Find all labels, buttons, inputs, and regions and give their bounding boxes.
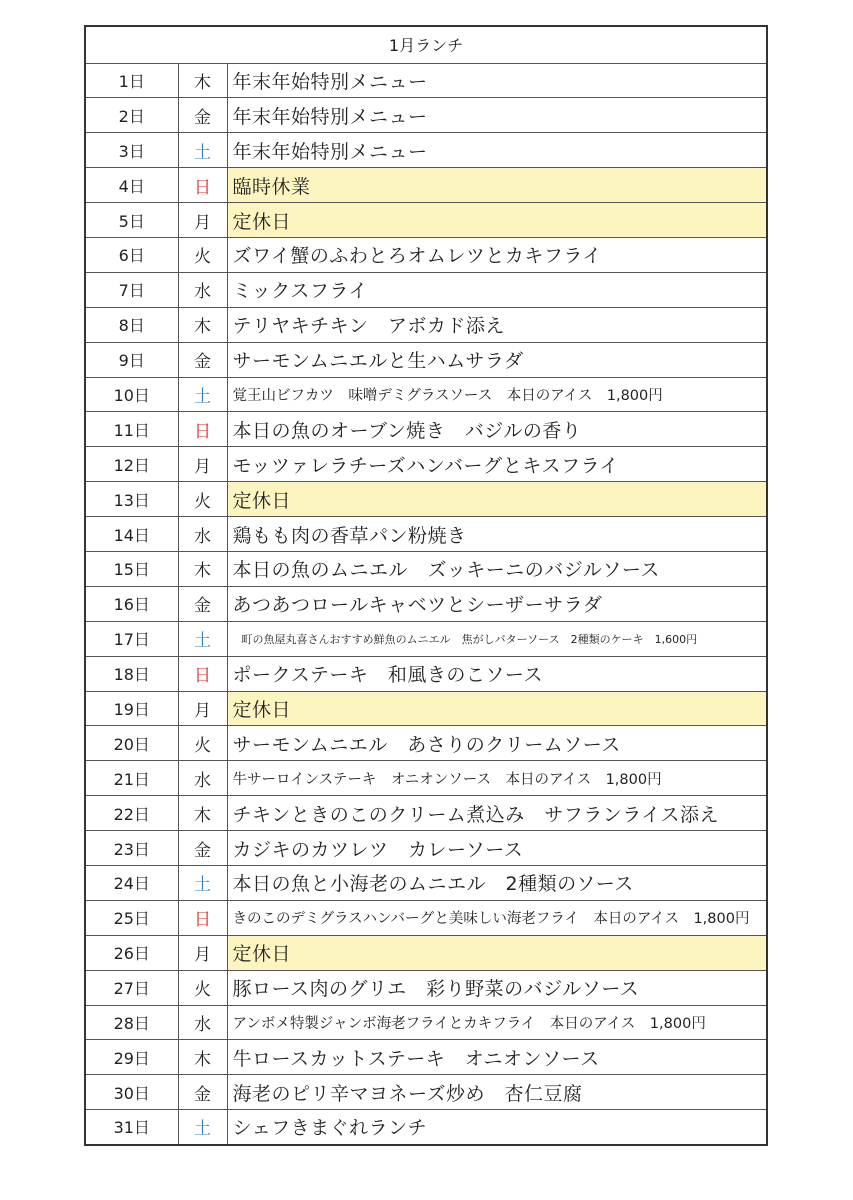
menu-row — [85, 1075, 767, 1110]
weekday-cell: 水 — [178, 272, 227, 307]
dish-cell: チキンときのこのクリーム煮込み サフランライス添え — [227, 796, 767, 831]
dish-cell: 定休日 — [227, 691, 767, 726]
menu-row — [85, 1040, 767, 1075]
day-cell: 7日 — [85, 272, 178, 307]
menu-row — [85, 307, 767, 342]
dish-cell: 鶏もも肉の香草パン粉焼き — [227, 517, 767, 552]
day-cell: 28日 — [85, 1005, 178, 1040]
weekday-cell: 土 — [178, 1110, 227, 1145]
dish-cell: 牛ロースカットステーキ オニオンソース — [227, 1040, 767, 1075]
day-cell: 18日 — [85, 656, 178, 691]
day-cell: 10日 — [85, 377, 178, 412]
weekday-cell: 土 — [178, 621, 227, 656]
dish-cell: あつあつロールキャベツとシーザーサラダ — [227, 586, 767, 621]
weekday-cell: 木 — [178, 307, 227, 342]
weekday-cell: 土 — [178, 377, 227, 412]
weekday-cell: 木 — [178, 551, 227, 586]
weekday-cell: 日 — [178, 900, 227, 935]
dish-cell: 牛サーロインステーキ オニオンソース 本日のアイス 1,800円 — [227, 761, 767, 796]
day-cell: 27日 — [85, 970, 178, 1005]
menu-row — [85, 691, 767, 726]
dish-cell: 本日の魚と小海老のムニエル 2種類のソース — [227, 865, 767, 900]
menu-row — [85, 133, 767, 168]
weekday-cell: 土 — [178, 133, 227, 168]
weekday-cell: 月 — [178, 203, 227, 238]
day-cell: 15日 — [85, 551, 178, 586]
day-cell: 5日 — [85, 203, 178, 238]
day-cell: 31日 — [85, 1110, 178, 1145]
menu-row — [85, 342, 767, 377]
dish-cell: 定休日 — [227, 482, 767, 517]
weekday-cell: 火 — [178, 970, 227, 1005]
menu-row — [85, 203, 767, 238]
menu-row — [85, 168, 767, 203]
dish-cell: 定休日 — [227, 203, 767, 238]
weekday-cell: 月 — [178, 691, 227, 726]
dish-cell: 年末年始特別メニュー — [227, 133, 767, 168]
weekday-cell: 火 — [178, 482, 227, 517]
day-cell: 17日 — [85, 621, 178, 656]
menu-row — [85, 726, 767, 761]
weekday-cell: 水 — [178, 1005, 227, 1040]
day-cell: 1日 — [85, 63, 178, 98]
weekday-cell: 日 — [178, 168, 227, 203]
dish-cell: 年末年始特別メニュー — [227, 63, 767, 98]
day-cell: 24日 — [85, 865, 178, 900]
day-cell: 8日 — [85, 307, 178, 342]
menu-row — [85, 621, 767, 656]
dish-cell: サーモンムニエルと生ハムサラダ — [227, 342, 767, 377]
day-cell: 14日 — [85, 517, 178, 552]
day-cell: 30日 — [85, 1075, 178, 1110]
menu-row — [85, 377, 767, 412]
menu-row — [85, 63, 767, 98]
weekday-cell: 火 — [178, 726, 227, 761]
dish-cell: 町の魚屋丸喜さんおすすめ鮮魚のムニエル 焦がしバターソース 2種類のケーキ 1,600円 — [227, 621, 767, 656]
day-cell: 4日 — [85, 168, 178, 203]
menu-row — [85, 656, 767, 691]
weekday-cell: 木 — [178, 63, 227, 98]
day-cell: 29日 — [85, 1040, 178, 1075]
dish-cell: ミックスフライ — [227, 272, 767, 307]
day-cell: 25日 — [85, 900, 178, 935]
menu-row — [85, 831, 767, 866]
weekday-cell: 火 — [178, 237, 227, 272]
menu-row — [85, 1005, 767, 1040]
day-cell: 26日 — [85, 935, 178, 970]
weekday-cell: 金 — [178, 831, 227, 866]
dish-cell: 覚王山ビフカツ 味噌デミグラスソース 本日のアイス 1,800円 — [227, 377, 767, 412]
dish-cell: カジキのカツレツ カレーソース — [227, 831, 767, 866]
day-cell: 2日 — [85, 98, 178, 133]
day-cell: 22日 — [85, 796, 178, 831]
dish-cell: 豚ロース肉のグリエ 彩り野菜のバジルソース — [227, 970, 767, 1005]
weekday-cell: 木 — [178, 796, 227, 831]
day-cell: 6日 — [85, 237, 178, 272]
title-row — [85, 26, 767, 63]
dish-cell: 臨時休業 — [227, 168, 767, 203]
menu-row — [85, 796, 767, 831]
dish-cell: きのこのデミグラスハンバーグと美味しい海老フライ 本日のアイス 1,800円 — [227, 900, 767, 935]
menu-row — [85, 586, 767, 621]
menu-row — [85, 482, 767, 517]
day-cell: 21日 — [85, 761, 178, 796]
weekday-cell: 水 — [178, 517, 227, 552]
weekday-cell: 日 — [178, 656, 227, 691]
weekday-cell: 月 — [178, 935, 227, 970]
menu-row — [85, 900, 767, 935]
lunch-menu-table — [84, 25, 768, 1146]
weekday-cell: 月 — [178, 447, 227, 482]
menu-row — [85, 517, 767, 552]
dish-cell: サーモンムニエル あさりのクリームソース — [227, 726, 767, 761]
dish-cell: モッツァレラチーズハンバーグとキスフライ — [227, 447, 767, 482]
menu-row — [85, 865, 767, 900]
menu-row — [85, 412, 767, 447]
day-cell: 16日 — [85, 586, 178, 621]
day-cell: 23日 — [85, 831, 178, 866]
weekday-cell: 金 — [178, 342, 227, 377]
weekday-cell: 土 — [178, 865, 227, 900]
menu-row — [85, 1110, 767, 1145]
dish-cell: ズワイ蟹のふわとろオムレツとカキフライ — [227, 237, 767, 272]
menu-row — [85, 98, 767, 133]
weekday-cell: 木 — [178, 1040, 227, 1075]
menu-title: 1月ランチ — [85, 26, 767, 63]
menu-row — [85, 447, 767, 482]
menu-row — [85, 551, 767, 586]
day-cell: 12日 — [85, 447, 178, 482]
menu-row — [85, 761, 767, 796]
day-cell: 20日 — [85, 726, 178, 761]
weekday-cell: 日 — [178, 412, 227, 447]
dish-cell: テリヤキチキン アボカド添え — [227, 307, 767, 342]
dish-cell: 年末年始特別メニュー — [227, 98, 767, 133]
dish-cell: シェフきまぐれランチ — [227, 1110, 767, 1145]
day-cell: 3日 — [85, 133, 178, 168]
menu-row — [85, 272, 767, 307]
day-cell: 13日 — [85, 482, 178, 517]
menu-row — [85, 970, 767, 1005]
dish-cell: 海老のピリ辛マヨネーズ炒め 杏仁豆腐 — [227, 1075, 767, 1110]
dish-cell: アンボメ特製ジャンボ海老フライとカキフライ 本日のアイス 1,800円 — [227, 1005, 767, 1040]
dish-cell: 本日の魚のムニエル ズッキーニのバジルソース — [227, 551, 767, 586]
dish-cell: 本日の魚のオーブン焼き バジルの香り — [227, 412, 767, 447]
weekday-cell: 金 — [178, 586, 227, 621]
dish-cell: ポークステーキ 和風きのこソース — [227, 656, 767, 691]
menu-row — [85, 237, 767, 272]
day-cell: 11日 — [85, 412, 178, 447]
weekday-cell: 金 — [178, 98, 227, 133]
day-cell: 9日 — [85, 342, 178, 377]
menu-body — [85, 63, 767, 1145]
day-cell: 19日 — [85, 691, 178, 726]
weekday-cell: 金 — [178, 1075, 227, 1110]
dish-cell: 定休日 — [227, 935, 767, 970]
menu-row — [85, 935, 767, 970]
weekday-cell: 水 — [178, 761, 227, 796]
